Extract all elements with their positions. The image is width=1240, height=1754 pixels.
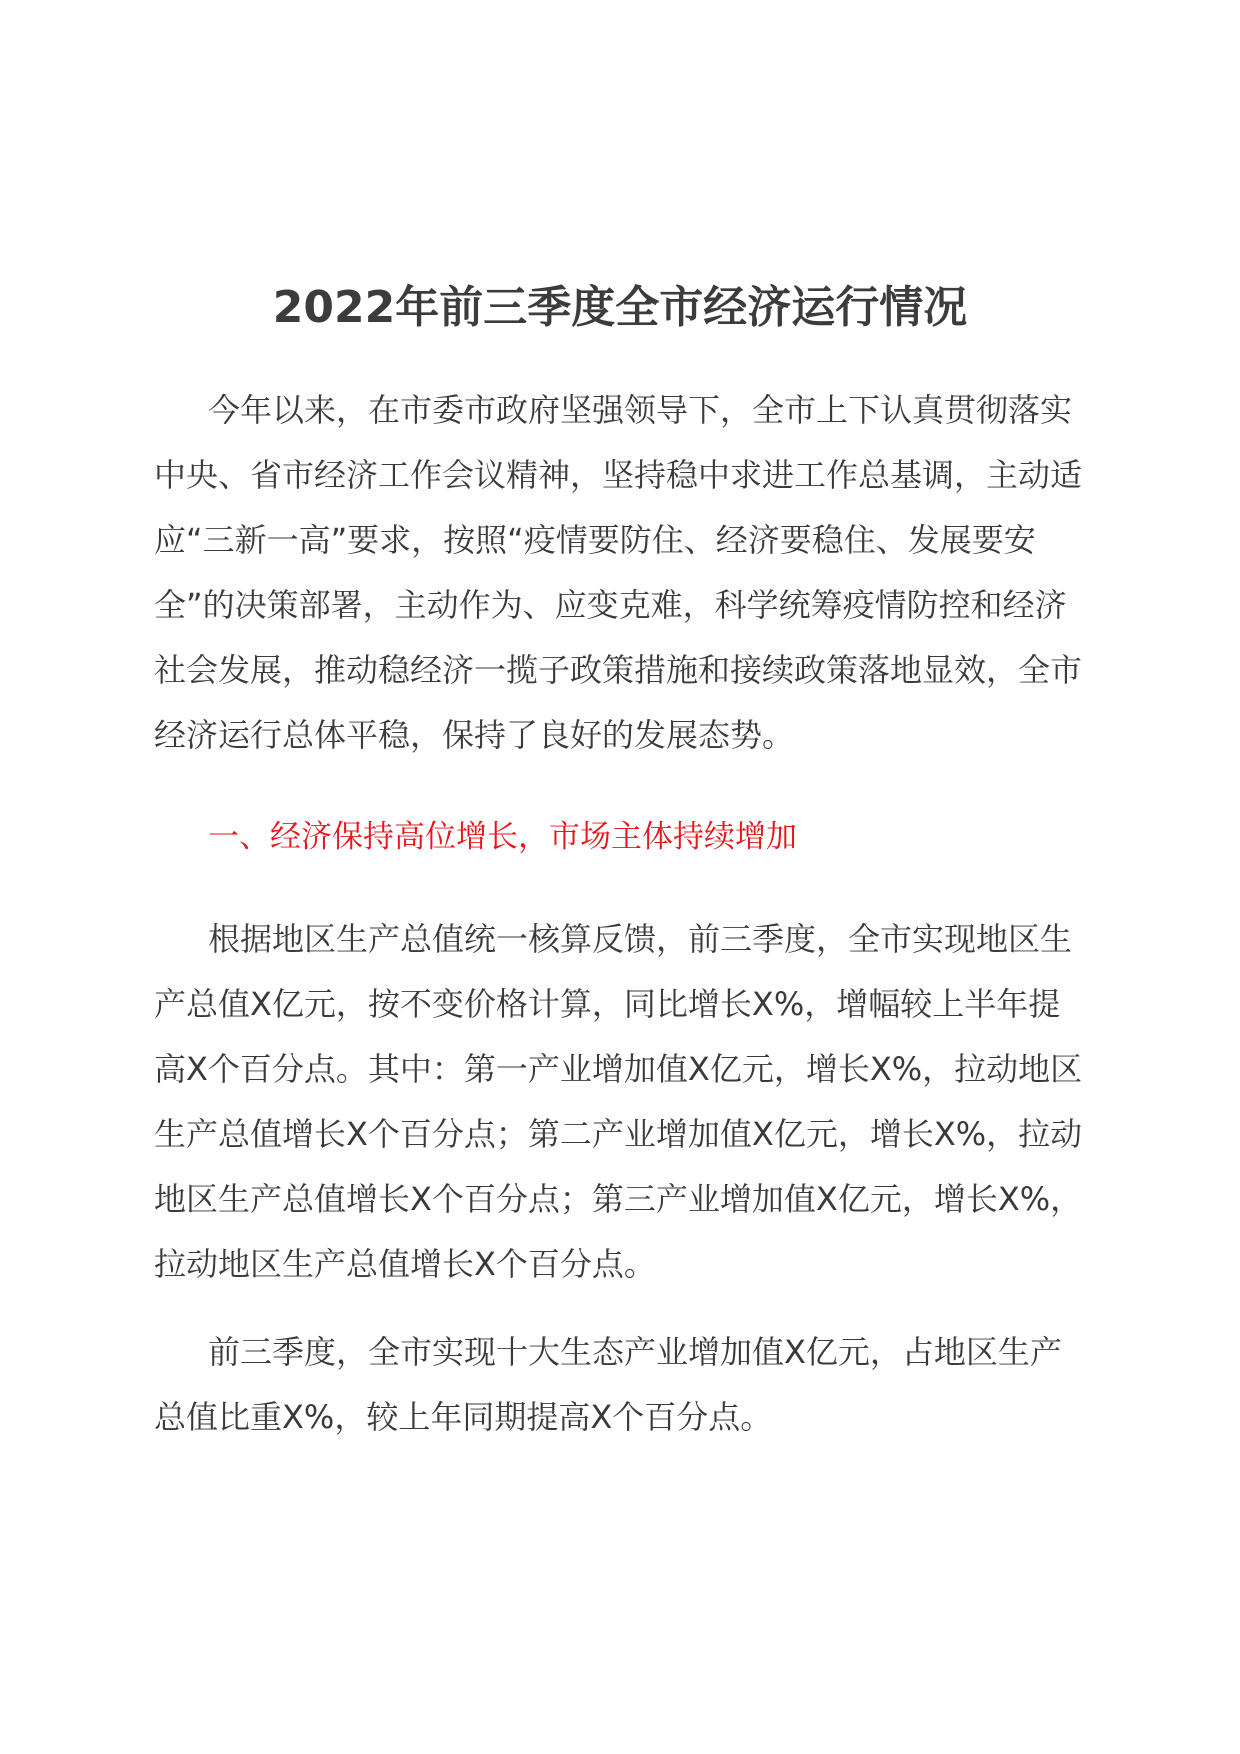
- paragraph-gdp: 根据地区生产总值统一核算反馈，前三季度，全市实现地区生产总值X亿元，按不变价格计算，同比增长X%，增幅较上半年提高X个百分点。其中：第一产业增加值X亿元，增长X%，拉动地区生产总值增长X个百分点；第二产业增加值X亿元，增长X%，拉动地区生产总值增长X个百分点；第三产业增加值X亿元，增长X%，拉动地区生产总值增长X个百分点。: [154, 920, 1083, 1283]
- paragraph-eco-industry: 前三季度，全市实现十大生态产业增加值X亿元，占地区生产总值比重X%，较上年同期提高X个百分点。: [154, 1333, 1062, 1436]
- paragraph-intro: 今年以来，在市委市政府坚强领导下，全市上下认真贯彻落实中央、省市经济工作会议精神，坚持稳中求进工作总基调，主动适应“三新一高”要求，按照“疫情要防住、经济要稳住、发展要安全”的决策部署，主动作为、应变克难，科学统筹疫情防控和经济社会发展，推动稳经济一揽子政策措施和接续政策落地显效，全市经济运行总体平稳，保持了良好的发展态势。: [154, 391, 1083, 754]
- document-title: 2022年前三季度全市经济运行情况: [272, 282, 968, 333]
- section-heading-1: 一、经济保持高位增长，市场主体持续增加: [208, 819, 797, 855]
